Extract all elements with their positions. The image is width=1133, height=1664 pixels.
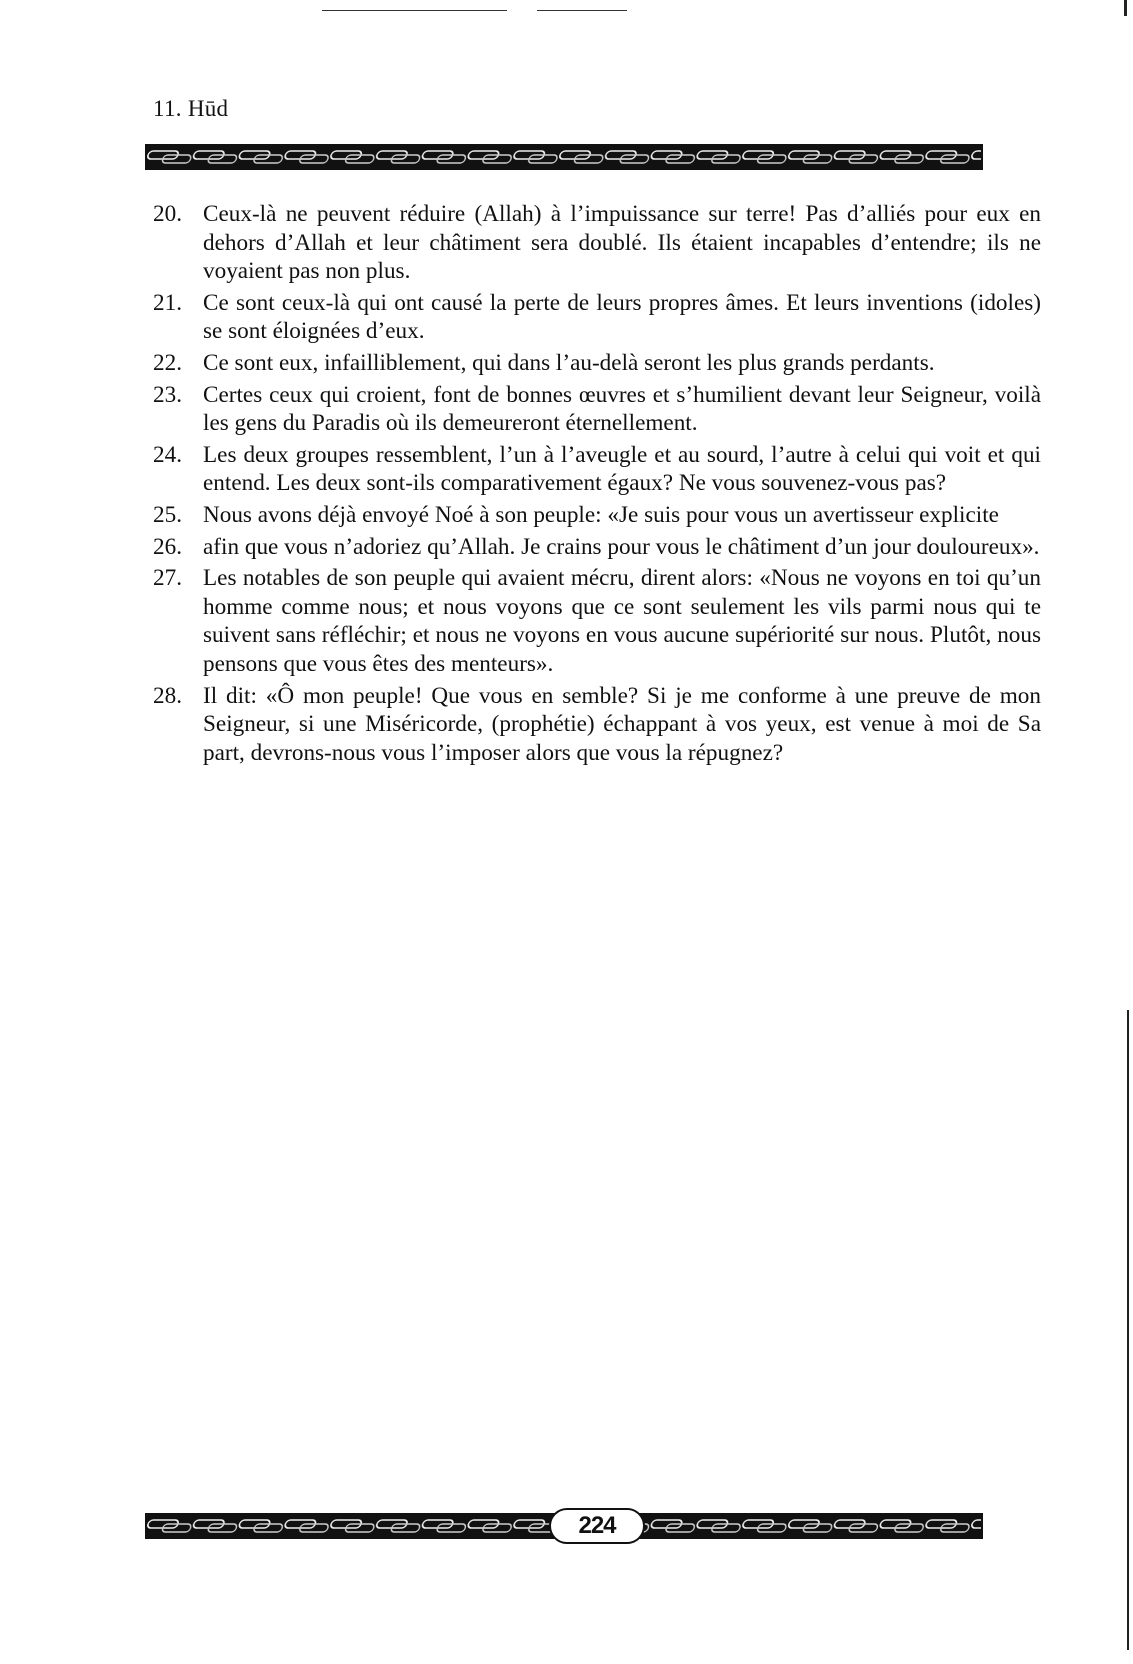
verse-text: Ce sont ceux-là qui ont causé la perte de leurs propres âmes. Et leurs inventions (idoles) se sont éloignées d’eux. [203, 289, 1041, 345]
verse-number: 22. [153, 349, 182, 376]
verse-text: Il dit: «Ô mon peuple! Que vous en semble? Si je me conforme à une preuve de mon Seigneur, si une Miséricorde, (prophétie) échappant à vos yeux, est venue à moi de Sa part, devrons-nous vous l’imposer alors que vous la répugnez? [203, 682, 1041, 766]
scan-corner-mark [1124, 0, 1127, 16]
verse-item [153, 349, 1041, 378]
verse-number: 28. [153, 682, 182, 709]
verse-item [153, 501, 1041, 530]
verse-number: 21. [153, 289, 182, 316]
verse-item [153, 533, 1041, 562]
verse-item [153, 441, 1041, 498]
verse-number: 27. [153, 565, 182, 592]
running-head: 11. Hūd [153, 96, 229, 121]
verse-text: Nous avons déjà envoyé Noé à son peuple: «Je suis pour vous un avertisseur explicite [203, 501, 999, 528]
verse-text: Certes ceux qui croient, font de bonnes œuvres et s’humilient devant leur Seigneur, voilà les gens du Paradis où ils demeureront éternellement. [203, 381, 1041, 437]
chain-ornament [147, 146, 981, 168]
verse-number: 20. [153, 201, 182, 227]
verse-number: 26. [153, 533, 182, 560]
verse-number: 24. [153, 441, 182, 468]
verse-text: Les deux groupes ressemblent, l’un à l’aveugle et au sourd, l’autre à celui qui voit et qui entend. Les deux sont-ils comparativement égaux? Ne vous souvenez-vous pas? [203, 441, 1041, 497]
verse-item [153, 200, 1041, 286]
verse-item [153, 564, 1041, 678]
ornament-band-top [145, 144, 983, 170]
verse-number: 23. [153, 381, 182, 408]
verse-text: Ce sont eux, infailliblement, qui dans l’au-delà seront les plus grands perdants. [203, 349, 935, 376]
page-number: 224 [549, 1508, 645, 1544]
scan-top-rule [322, 10, 507, 11]
verse-number: 25. [153, 501, 182, 528]
verse-text: afin que vous n’adoriez qu’Allah. Je crains pour vous le châtiment d’un jour douloureux». [203, 533, 1040, 560]
verse-list [153, 200, 1041, 770]
verse-text: Ceux-là ne peuvent réduire (Allah) à l’impuissance sur terre! Pas d’alliés pour eux en dehors d’Allah et leur châtiment sera doublé. Ils étaient incapables d’entendre; ils ne voyaient pas non plus. [203, 201, 1041, 285]
verse-item [153, 289, 1041, 346]
verse-item [153, 381, 1041, 438]
verse-text: Les notables de son peuple qui avaient mécru, dirent alors: «Nous ne voyons en toi qu’un homme comme nous; et nous voyons que ce sont seulement les vils parmi nous qui te suivent sans réfléchir; et nous ne voyons en vous aucune supériorité sur nous. Plutôt, nous pensons que vous êtes des menteurs». [203, 565, 1041, 677]
page-footer [153, 1508, 1041, 1544]
verse-item [153, 682, 1041, 768]
scan-top-rule-right [537, 10, 627, 11]
scan-edge-line [1127, 1010, 1129, 1650]
